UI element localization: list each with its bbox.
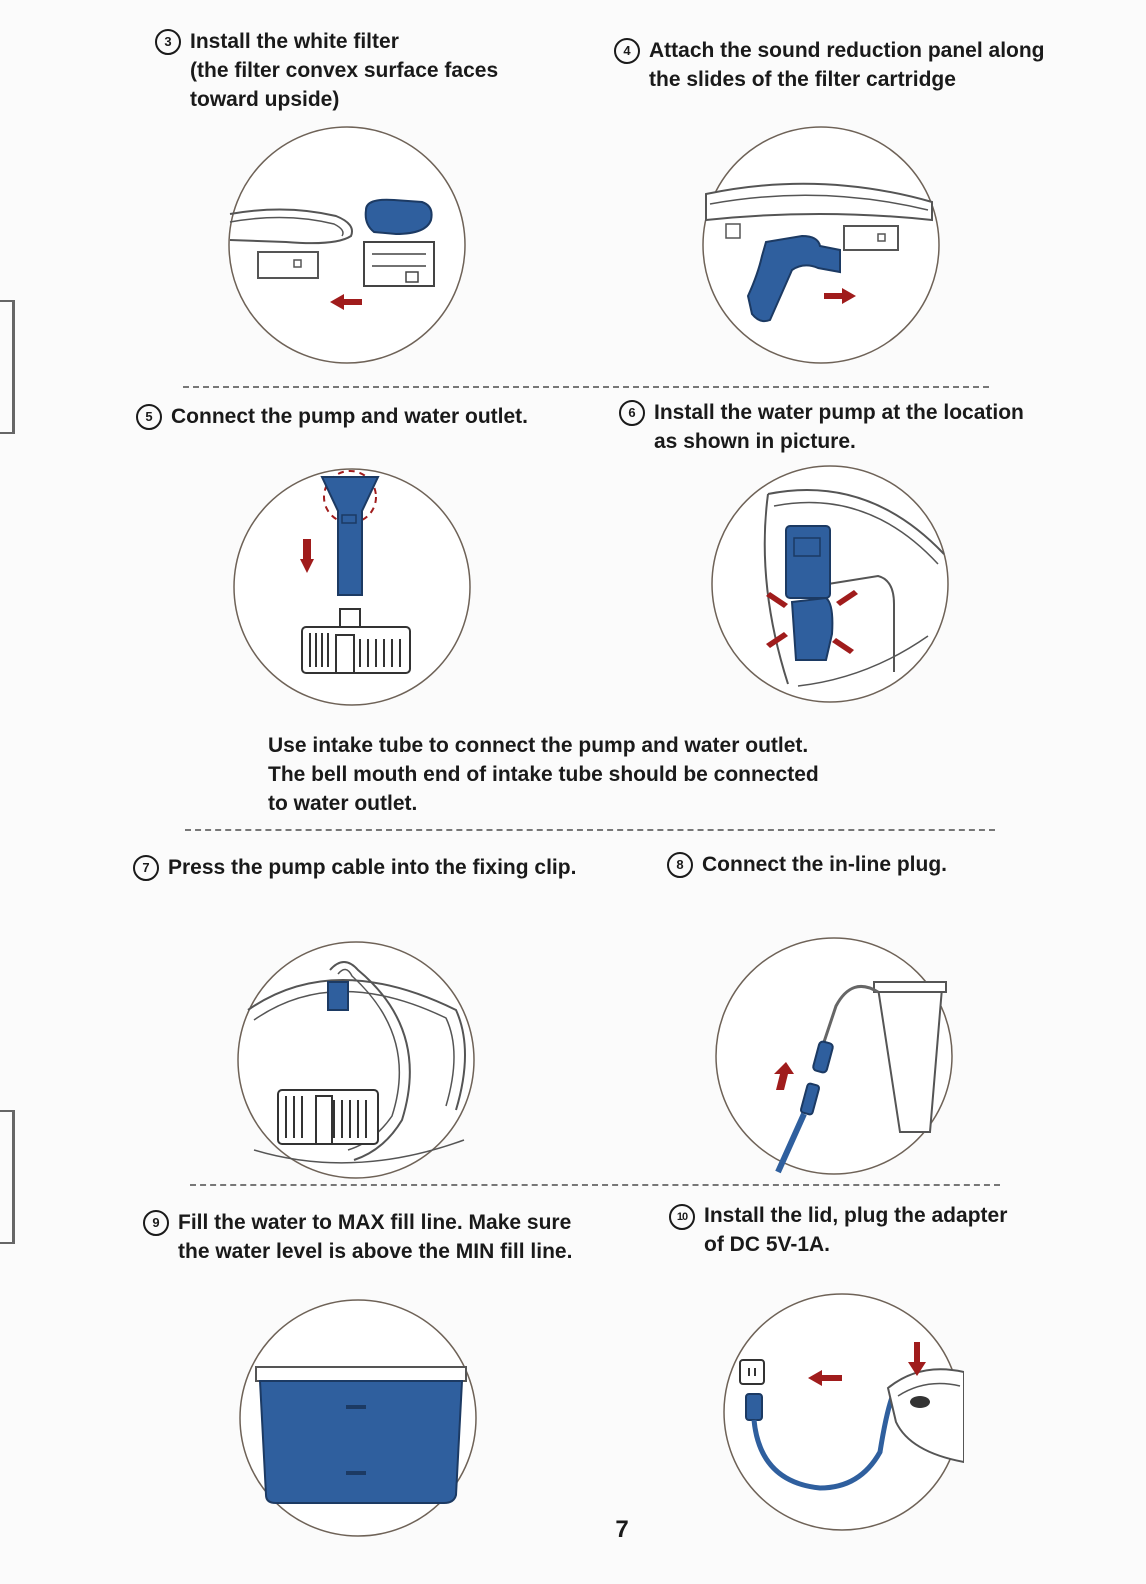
illustration-plug-adapter	[720, 1292, 964, 1532]
section-divider-3	[190, 1184, 1000, 1186]
step-6-instruction	[619, 398, 1024, 456]
note-line-1: Use intake tube to connect the pump and water outlet.	[268, 734, 809, 757]
illustration-fill-water	[236, 1297, 480, 1539]
step-3-line-3: toward upside)	[190, 88, 340, 111]
step-4-line-2: the slides of the filter cartridge	[649, 68, 956, 91]
page-number: 7	[615, 1516, 629, 1543]
step-7-number: 7	[133, 855, 159, 881]
illustration-cable-clip	[234, 940, 478, 1180]
step-6-number: 6	[619, 400, 645, 426]
illustration-connect-pump	[230, 467, 474, 707]
illustration-inline-plug	[712, 936, 956, 1176]
step-9-line-2: the water level is above the MIN fill line.	[178, 1240, 573, 1263]
step-3-line-1: Install the white filter	[190, 30, 399, 53]
step-9-instruction	[143, 1208, 572, 1266]
step-3-line-2: (the filter convex surface faces	[190, 59, 499, 82]
binding-mark-top	[0, 300, 15, 434]
step-10-line-1: Install the lid, plug the adapter	[704, 1204, 1008, 1227]
step-4-line-1: Attach the sound reduction panel along	[649, 39, 1045, 62]
step-5-instruction	[136, 402, 528, 431]
step-6-line-2: as shown in picture.	[654, 430, 856, 453]
step-8-instruction	[667, 850, 947, 879]
section-divider-2	[185, 829, 995, 831]
note-line-3: to water outlet.	[268, 792, 418, 815]
illustration-install-pump	[708, 464, 952, 704]
illustration-attach-panel	[700, 124, 942, 366]
step-7-instruction	[133, 853, 576, 882]
step-10-number: 10	[669, 1204, 695, 1230]
step-8-number: 8	[667, 852, 693, 878]
section-divider-1	[183, 386, 989, 388]
intake-tube-note	[268, 731, 819, 818]
step-10-instruction	[669, 1201, 1007, 1259]
step-3-number: 3	[155, 29, 181, 55]
step-9-number: 9	[143, 1210, 169, 1236]
step-3-instruction	[155, 27, 498, 114]
binding-mark-bottom	[0, 1110, 15, 1244]
step-4-number: 4	[614, 38, 640, 64]
step-5-line-1: Connect the pump and water outlet.	[171, 405, 529, 428]
illustration-install-filter	[226, 124, 468, 366]
step-5-number: 5	[136, 404, 162, 430]
note-line-2: The bell mouth end of intake tube should be connected	[268, 763, 819, 786]
step-4-instruction	[614, 36, 1045, 94]
step-9-line-1: Fill the water to MAX fill line. Make sure	[178, 1211, 572, 1234]
step-8-line-1: Connect the in-line plug.	[702, 853, 947, 876]
step-6-line-1: Install the water pump at the location	[654, 401, 1024, 424]
step-10-line-2: of DC 5V-1A.	[704, 1233, 831, 1256]
step-7-line-1: Press the pump cable into the fixing clip.	[168, 856, 577, 879]
